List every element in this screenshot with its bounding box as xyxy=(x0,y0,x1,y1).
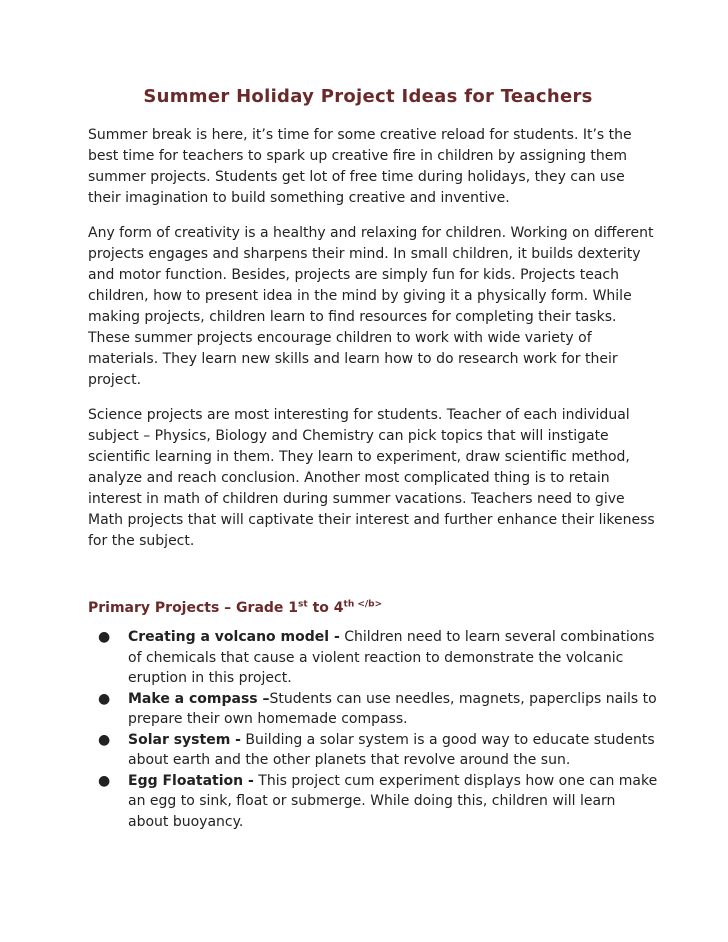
list-item xyxy=(98,689,658,730)
list-item xyxy=(98,627,658,689)
section-spacer xyxy=(88,566,658,598)
project-name: Solar system - xyxy=(128,731,241,748)
bullet-icon: ● xyxy=(98,629,111,645)
project-name: Make a compass – xyxy=(128,690,270,707)
bullet-icon: ● xyxy=(98,731,111,748)
heading-sup-first: st xyxy=(298,599,308,610)
project-description: Building a solar system is a good way to educate students about earth and the other planets that revolve around the sun. xyxy=(128,731,655,768)
project-name: Egg Floatation - xyxy=(128,772,254,789)
project-description: Children need to learn several combinations of chemicals that cause a violent reaction to demonstrate the volcanic eruption in this project. xyxy=(128,629,655,686)
heading-text-mid: to 4 xyxy=(307,600,344,616)
project-name: Creating a volcano model - xyxy=(128,629,340,645)
project-description: Students can use needles, magnets, paperclips nails to prepare their own homemade compass. xyxy=(128,690,657,727)
list-item xyxy=(98,730,658,771)
science-paragraph: Science projects are most interesting for students. Teacher of each individual subject – Physics, Biology and Chemistry can pick topics that will instigate scientific learning in them. They learn to experiment, draw scientific method, analyze and reach conclusion. Another most complicated thing is to retain interest in math of children during summer vacations. Teachers need to give Math projects that will captivate their interest and further enhance their likeness for the subject. xyxy=(88,407,655,549)
bullet-icon: ● xyxy=(98,772,111,789)
bullet-icon: ● xyxy=(98,690,111,707)
heading-sup-second: th </b> xyxy=(343,599,383,610)
project-description: This project cum experiment displays how one can make an egg to sink, float or submerge. While doing this, children will learn about buoyancy. xyxy=(128,772,658,830)
list-item xyxy=(98,771,658,833)
intro-paragraph: Summer break is here, it’s time for some creative reload for students. It’s the best time for teachers to spark up creative fire in children by assigning them summer projects. Students get lot of free time during holidays, they can use their imagination to build something creative and inventive. xyxy=(88,127,632,206)
document-title: Summer Holiday Project Ideas for Teachers xyxy=(143,86,593,107)
heading-text-prefix: Primary Projects – Grade 1 xyxy=(88,600,299,616)
section-heading xyxy=(88,598,658,619)
project-list xyxy=(88,627,658,832)
creativity-paragraph: Any form of creativity is a healthy and relaxing for children. Working on different projects engages and sharpens their mind. In small children, it builds dexterity and motor function. Besides, projects are simply fun for kids. Projects teach children, how to present idea in the mind by giving it a physically form. While making projects, children learn to find resources for completing their tasks. These summer projects encourage children to work with wide variety of materials. They learn new skills and learn how to do research work for their project. xyxy=(88,225,654,388)
